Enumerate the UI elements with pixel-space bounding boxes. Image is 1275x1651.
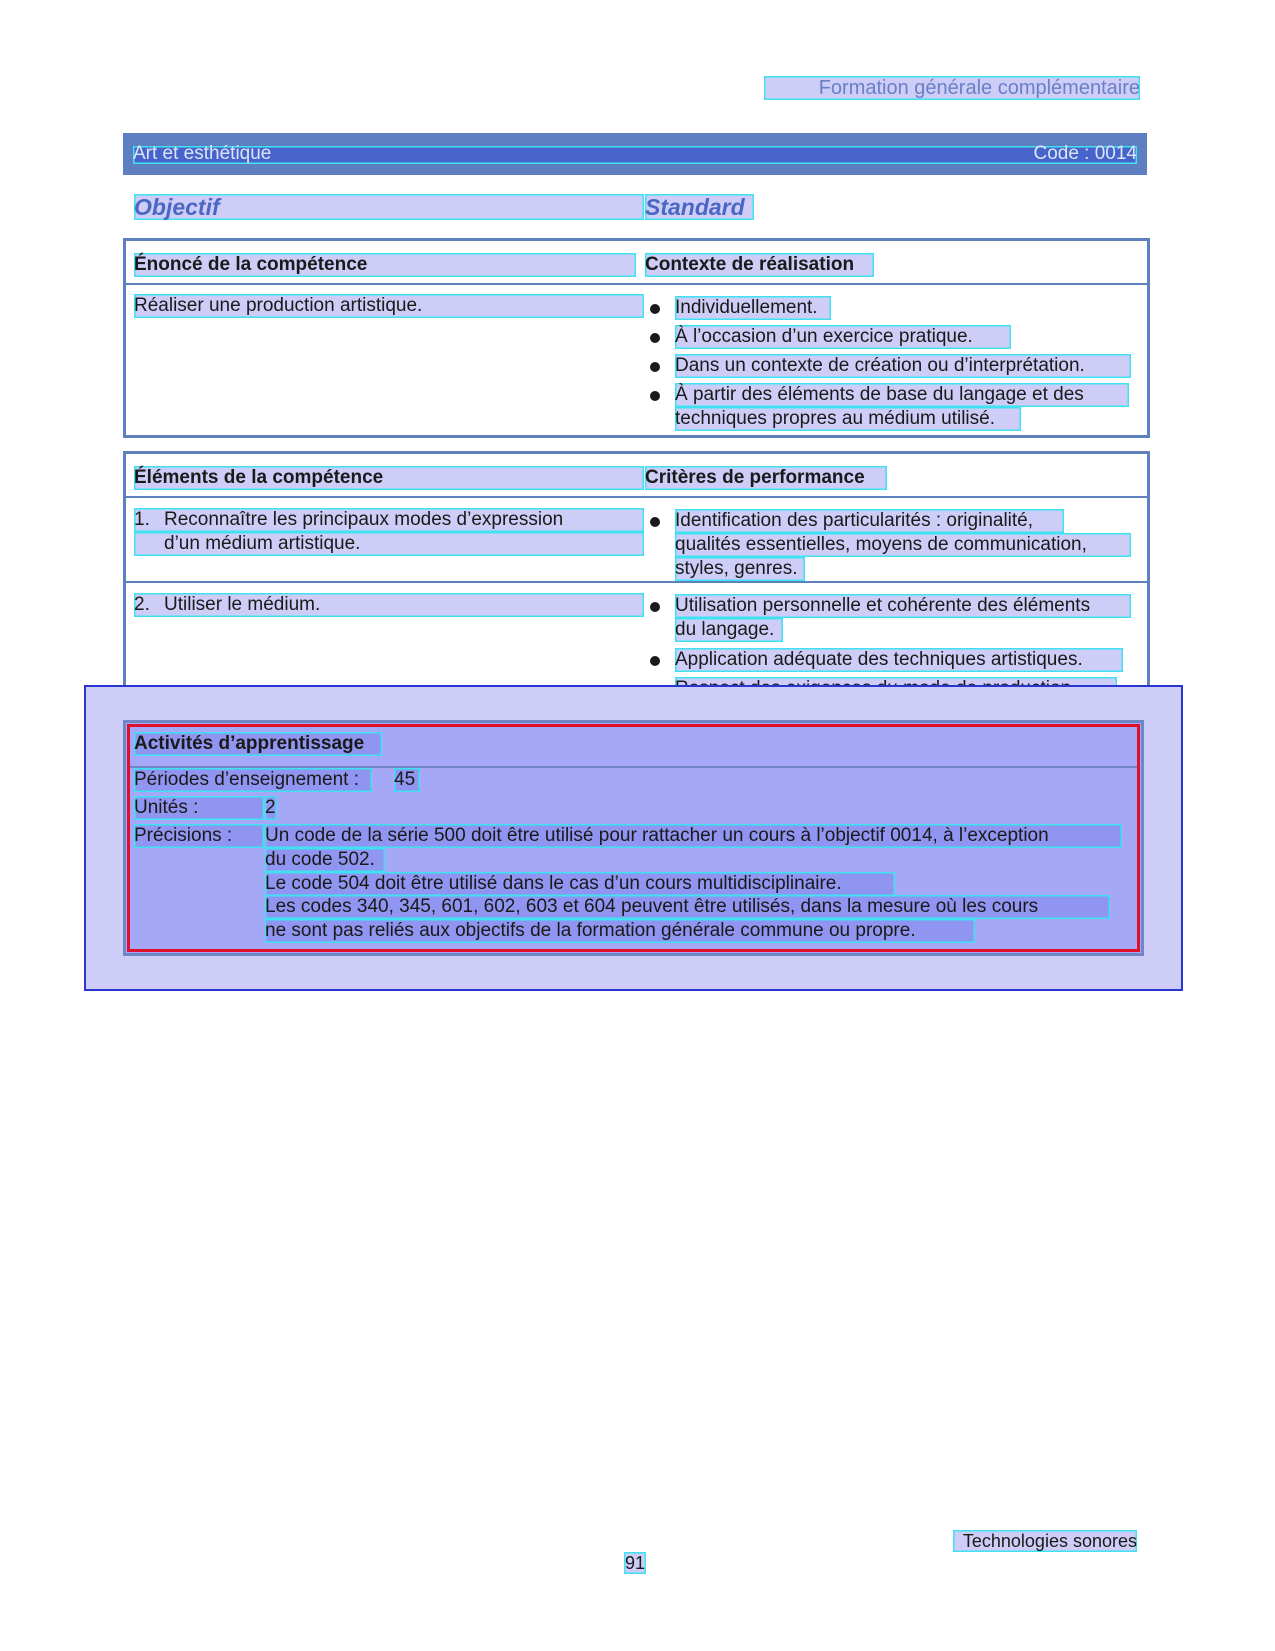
periods-value: 45 — [394, 768, 420, 792]
precision-line: ne sont pas reliés aux objectifs de la formation générale commune ou propre. — [265, 919, 975, 943]
course-title: Art et esthétique — [133, 143, 272, 164]
bullet-icon — [650, 602, 660, 612]
program-header: Formation générale complémentaire — [764, 76, 1140, 100]
criteria-header: Critères de performance — [645, 466, 887, 490]
precision-line: Un code de la série 500 doit être utilisé pour rattacher un cours à l’objectif 0014, à l’exception — [265, 824, 1122, 848]
context-item: Dans un contexte de création ou d’interprétation. — [675, 354, 1131, 378]
competence-statement: Réaliser une production artistique. — [134, 294, 644, 318]
bullet-icon — [650, 391, 660, 401]
course-title-bar — [123, 133, 1147, 175]
element-line: d’un médium artistique. — [134, 532, 644, 556]
element-line — [134, 593, 644, 617]
element-number: 2. — [134, 594, 150, 615]
objective-label: Objectif — [134, 194, 644, 220]
units-value: 2 — [265, 797, 276, 818]
periods-label: Périodes d’enseignement : — [134, 768, 372, 792]
standard-label: Standard — [645, 194, 754, 220]
bullet-icon — [650, 517, 660, 527]
competence-statement-header: Énoncé de la compétence — [134, 253, 636, 277]
units-label: Unités : — [134, 796, 264, 820]
context-item: Individuellement. — [675, 296, 831, 320]
criterion-line: Utilisation personnelle et cohérente des éléments — [675, 594, 1131, 618]
bullet-icon — [650, 362, 660, 372]
context-item-continued: techniques propres au médium utilisé. — [675, 407, 1021, 431]
competence-table — [123, 238, 1150, 438]
context-item: À partir des éléments de base du langage et des — [675, 383, 1129, 407]
criterion-line: qualités essentielles, moyens de communication, — [675, 533, 1131, 557]
criterion-line: styles, genres. — [675, 557, 805, 581]
bullet-icon — [650, 333, 660, 343]
precision-line: Les codes 340, 345, 601, 602, 603 et 604 peuvent être utilisés, dans la mesure où les cours — [265, 895, 1110, 919]
row-divider — [126, 581, 1147, 583]
table-divider — [126, 496, 1147, 498]
elements-table — [123, 451, 1150, 706]
context-header: Contexte de réalisation — [645, 253, 874, 277]
page-number: 91 — [624, 1553, 646, 1573]
activities-header: Activités d’apprentissage — [134, 732, 382, 756]
title-bar-highlight — [133, 146, 1137, 164]
element-line — [134, 508, 644, 532]
context-item: À l’occasion d’un exercice pratique. — [675, 325, 1011, 349]
element-text: Reconnaître les principaux modes d’expression — [164, 509, 564, 530]
element-text: Utiliser le médium. — [164, 594, 321, 615]
bullet-icon — [650, 656, 660, 666]
criterion-line: Identification des particularités : originalité, — [675, 509, 1064, 533]
table-divider — [126, 283, 1147, 285]
footer-program-name: Technologies sonores — [953, 1530, 1137, 1552]
elements-header: Éléments de la compétence — [134, 466, 644, 490]
criterion-line: Application adéquate des techniques artistiques. — [675, 648, 1123, 672]
bullet-icon — [650, 304, 660, 314]
element-number: 1. — [134, 509, 150, 530]
precisions-label: Précisions : — [134, 824, 264, 848]
precision-line: Le code 504 doit être utilisé dans le cas d’un cours multidisciplinaire. — [265, 872, 895, 896]
criterion-line: du langage. — [675, 618, 783, 642]
precision-line: du code 502. — [265, 848, 385, 872]
course-code: Code : 0014 — [1033, 143, 1137, 164]
